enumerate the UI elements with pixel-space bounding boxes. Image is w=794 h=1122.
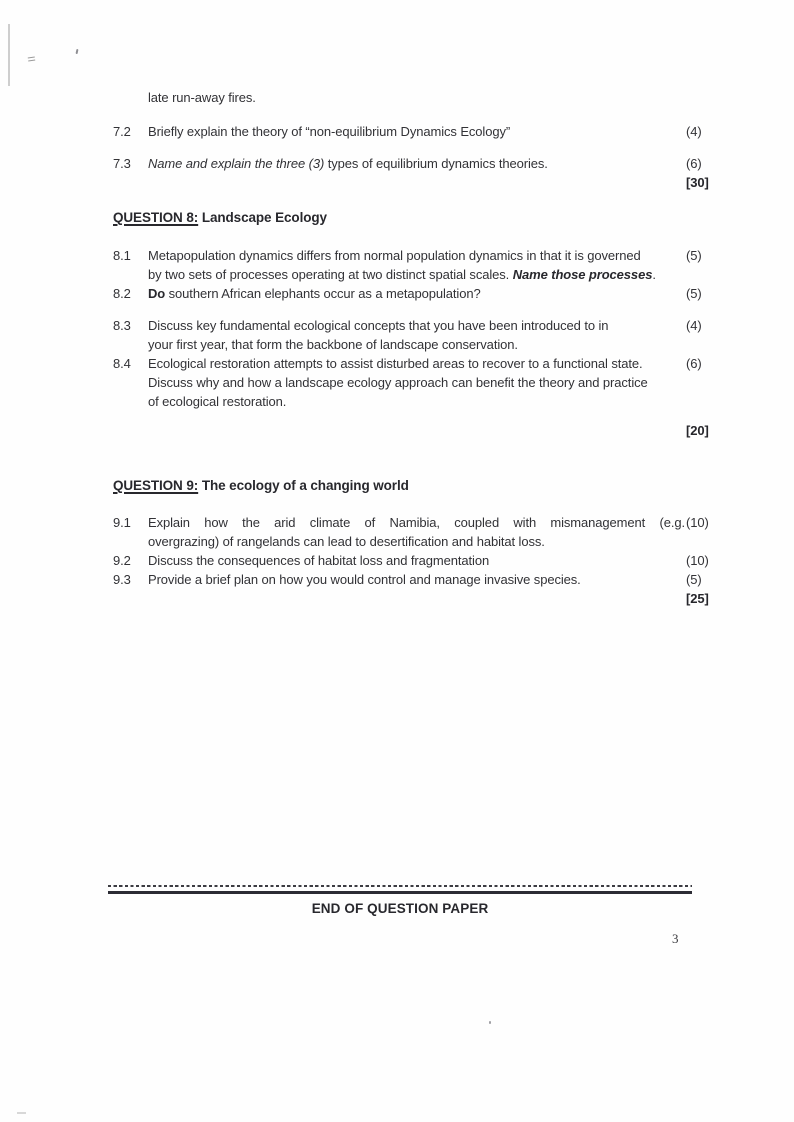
continuation-text: late run-away fires. <box>148 90 256 105</box>
scan-artifact-tick <box>75 49 78 54</box>
question-text-line-1: Ecological restoration attempts to assist disturbed areas to recover to a functional state. <box>148 356 643 371</box>
question-9-3 <box>113 570 728 589</box>
question-text-emphasis: Name those processes <box>512 267 653 282</box>
solid-rule <box>108 891 692 894</box>
question-number: 8.4 <box>113 356 131 371</box>
question-8-heading <box>113 208 728 227</box>
scan-artifact-mark <box>28 57 35 62</box>
question-text-regular: by two sets of processes operating at two distinct spatial scales. <box>148 267 513 282</box>
question-number: 8.2 <box>113 286 131 301</box>
scan-artifact-bottom-mark <box>17 1112 26 1114</box>
question-7-3 <box>113 154 728 173</box>
question-text-line-1: Metapopulation dynamics differs from normal population dynamics in that it is governed <box>148 248 641 263</box>
question-7-total-row <box>113 173 728 192</box>
scan-artifact-vertical-line <box>8 24 10 86</box>
question-text-line-2: your first year, that form the backbone of landscape conservation. <box>148 337 518 352</box>
question-text-tail: . <box>652 267 656 282</box>
question-text-line-2: overgrazing) of rangelands can lead to desertification and habitat loss. <box>148 534 545 549</box>
question-9-total: [25] <box>686 591 709 606</box>
question-text-italic: Name and explain the three (3) <box>148 156 325 171</box>
question-marks: (4) <box>686 124 702 139</box>
question-marks: (6) <box>686 156 702 171</box>
question-number: 9.3 <box>113 572 131 587</box>
question-number: 9.2 <box>113 553 131 568</box>
question-8-total: [20] <box>686 423 709 438</box>
question-marks: (5) <box>686 248 702 263</box>
dashed-rule <box>108 885 692 887</box>
question-marks: (4) <box>686 318 702 333</box>
question-text-line-1: Discuss key fundamental ecological concepts that you have been introduced to in <box>148 318 609 333</box>
question-8-label: QUESTION 8: <box>113 210 199 225</box>
question-7-total: [30] <box>686 175 709 190</box>
question-9-total-row <box>113 589 728 608</box>
question-text: Provide a brief plan on how you would control and manage invasive species. <box>148 572 581 587</box>
question-8-4 <box>113 354 728 411</box>
question-9-2 <box>113 551 728 570</box>
question-marks: (10) <box>686 515 709 530</box>
question-text <box>148 284 685 303</box>
question-number: 8.1 <box>113 248 131 263</box>
question-text-line-3: of ecological restoration. <box>148 394 287 409</box>
end-of-paper-text: END OF QUESTION PAPER <box>311 900 489 916</box>
question-number: 8.3 <box>113 318 131 333</box>
question-marks: (5) <box>686 286 702 301</box>
question-text-regular: types of equilibrium dynamics theories. <box>324 156 548 171</box>
question-number: 7.2 <box>113 124 131 139</box>
question-9-title: The ecology of a changing world <box>201 478 409 493</box>
question-marks: (5) <box>686 572 702 587</box>
question-8-3 <box>113 316 728 354</box>
question-marks: (6) <box>686 356 702 371</box>
scan-artifact-dot <box>489 1021 491 1024</box>
question-8-1 <box>113 246 728 284</box>
question-7-1-continuation <box>113 88 728 107</box>
question-number: 9.1 <box>113 515 131 530</box>
question-9-heading <box>113 476 728 495</box>
page-number: 3 <box>672 931 679 946</box>
question-text: Briefly explain the theory of “non-equilibrium Dynamics Ecology” <box>148 124 511 139</box>
page-content <box>113 88 728 918</box>
question-text-line-2: Discuss why and how a landscape ecology approach can benefit the theory and practice <box>148 375 648 390</box>
question-text <box>148 154 685 173</box>
question-text-line-1: Explain how the arid climate of Namibia, coupled with mismanagement (e.g. <box>148 515 685 530</box>
question-9-1 <box>113 513 728 551</box>
question-text-line-2 <box>148 265 685 284</box>
end-separator <box>108 885 692 894</box>
question-text: Discuss the consequences of habitat loss and fragmentation <box>148 553 490 568</box>
question-8-total-row <box>113 421 728 440</box>
question-7-2 <box>113 122 728 141</box>
question-number: 7.3 <box>113 156 131 171</box>
question-9-label: QUESTION 9: <box>113 478 199 493</box>
question-8-2 <box>113 284 728 303</box>
question-text-regular: southern African elephants occur as a metapopulation? <box>165 286 481 301</box>
question-8-title: Landscape Ecology <box>201 210 327 225</box>
question-marks: (10) <box>686 553 709 568</box>
question-text-bold: Do <box>148 286 166 301</box>
